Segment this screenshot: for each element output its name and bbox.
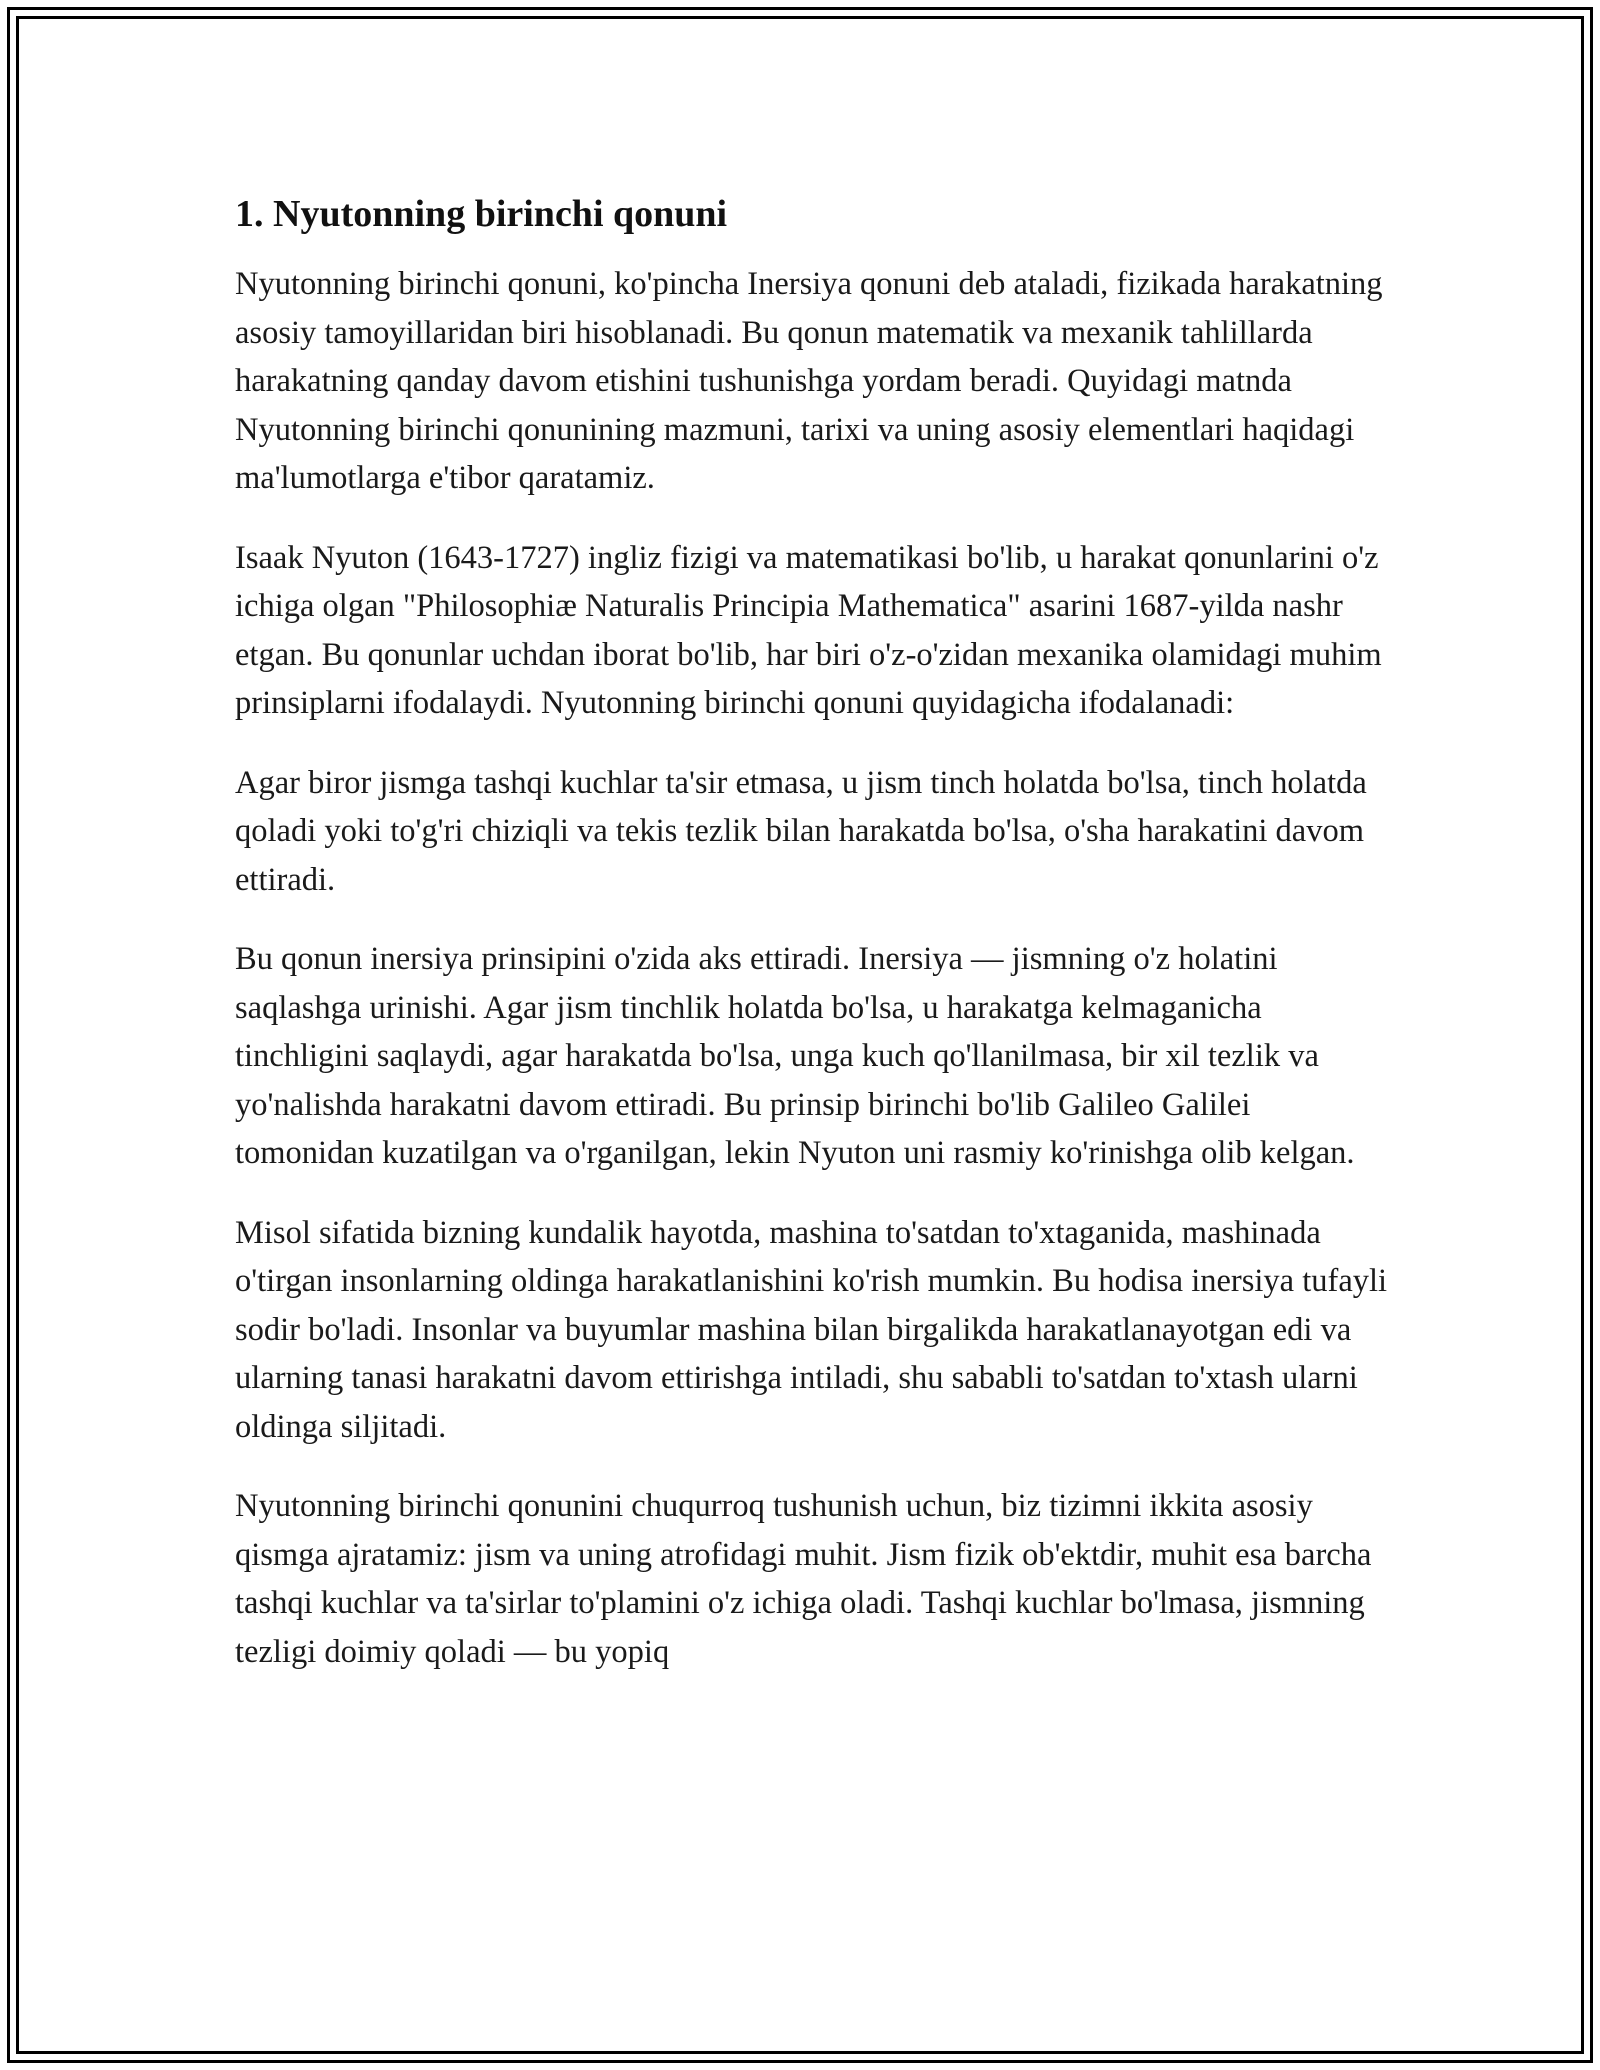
section-heading: 1. Nyutonning birinchi qonuni	[235, 193, 728, 235]
paragraph-system-parts: Nyutonning birinchi qonunini chuqurroq tushunish uchun, biz tizimni ikkita asosiy qismga ajratamiz: jism va uning atrofidagi muhit. Jism fizik ob'ektdir, muhit esa barcha tashqi kuchlar va ta'sirlar to'plamini o'z ichiga oladi. Tashqi kuchlar bo'lmasa, jismning tezligi doimiy qoladi — bu yopiq	[235, 1488, 1372, 1670]
paragraph-intro: Nyutonning birinchi qonuni, ko'pincha Inersiya qonuni deb ataladi, fizikada harakatning asosiy tamoyillaridan biri hisoblanadi. Bu qonun matematik va mexanik tahlillarda harakatning qanday davom etishini tushunishga yordam beradi. Quyidagi matnda Nyutonning birinchi qonunining mazmuni, tarixi va uning asosiy elementlari haqidagi ma'lumotlarga e'tibor qaratamiz.	[235, 266, 1383, 496]
paragraph-inertia-principle: Bu qonun inersiya prinsipini o'zida aks ettiradi. Inersiya — jismning o'z holatini saqlashga urinishi. Agar jism tinchlik holatda bo'lsa, u harakatga kelmaganicha tinchligini saqlaydi, agar harakatda bo'lsa, unga kuch qo'llanilmasa, bir xil tezlik va yo'nalishda harakatni davom ettiradi. Bu prinsip birinchi bo'lib Galileo Galilei tomonidan kuzatilgan va o'rganilgan, lekin Nyuton uni rasmiy ko'rinishga olib kelgan.	[235, 941, 1355, 1171]
paragraph-car-example: Misol sifatida bizning kundalik hayotda, mashina to'satdan to'xtaganida, mashinada o'tirgan insonlarning oldinga harakatlanishini ko'rish mumkin. Bu hodisa inersiya tufayli sodir bo'ladi. Insonlar va buyumlar mashina bilan birgalikda harakatlanayotgan edi va ularning tanasi harakatni davom ettirishga intiladi, shu sababli to'satdan to'xtash ularni oldinga siljitadi.	[235, 1214, 1388, 1445]
document-body	[235, 188, 1395, 1707]
paragraph-newton-history: Isaak Nyuton (1643-1727) ingliz fizigi va matematikasi bo'lib, u harakat qonunlarini o'z ichiga olgan "Philosophiæ Naturalis Principia Mathematica" asarini 1687-yilda nashr etgan. Bu qonunlar uchdan iborat bo'lib, har biri o'z-o'zidan mexanika olamidagi muhim prinsiplarni ifodalaydi. Nyutonning birinchi qonuni quyidagicha ifodalanadi:	[235, 539, 1382, 721]
paragraph-law-statement: Agar biror jismga tashqi kuchlar ta'sir etmasa, u jism tinch holatda bo'lsa, tinch holatda qoladi yoki to'g'ri chiziqli va tekis tezlik bilan harakatda bo'lsa, o'sha harakatini davom ettiradi.	[235, 764, 1367, 898]
